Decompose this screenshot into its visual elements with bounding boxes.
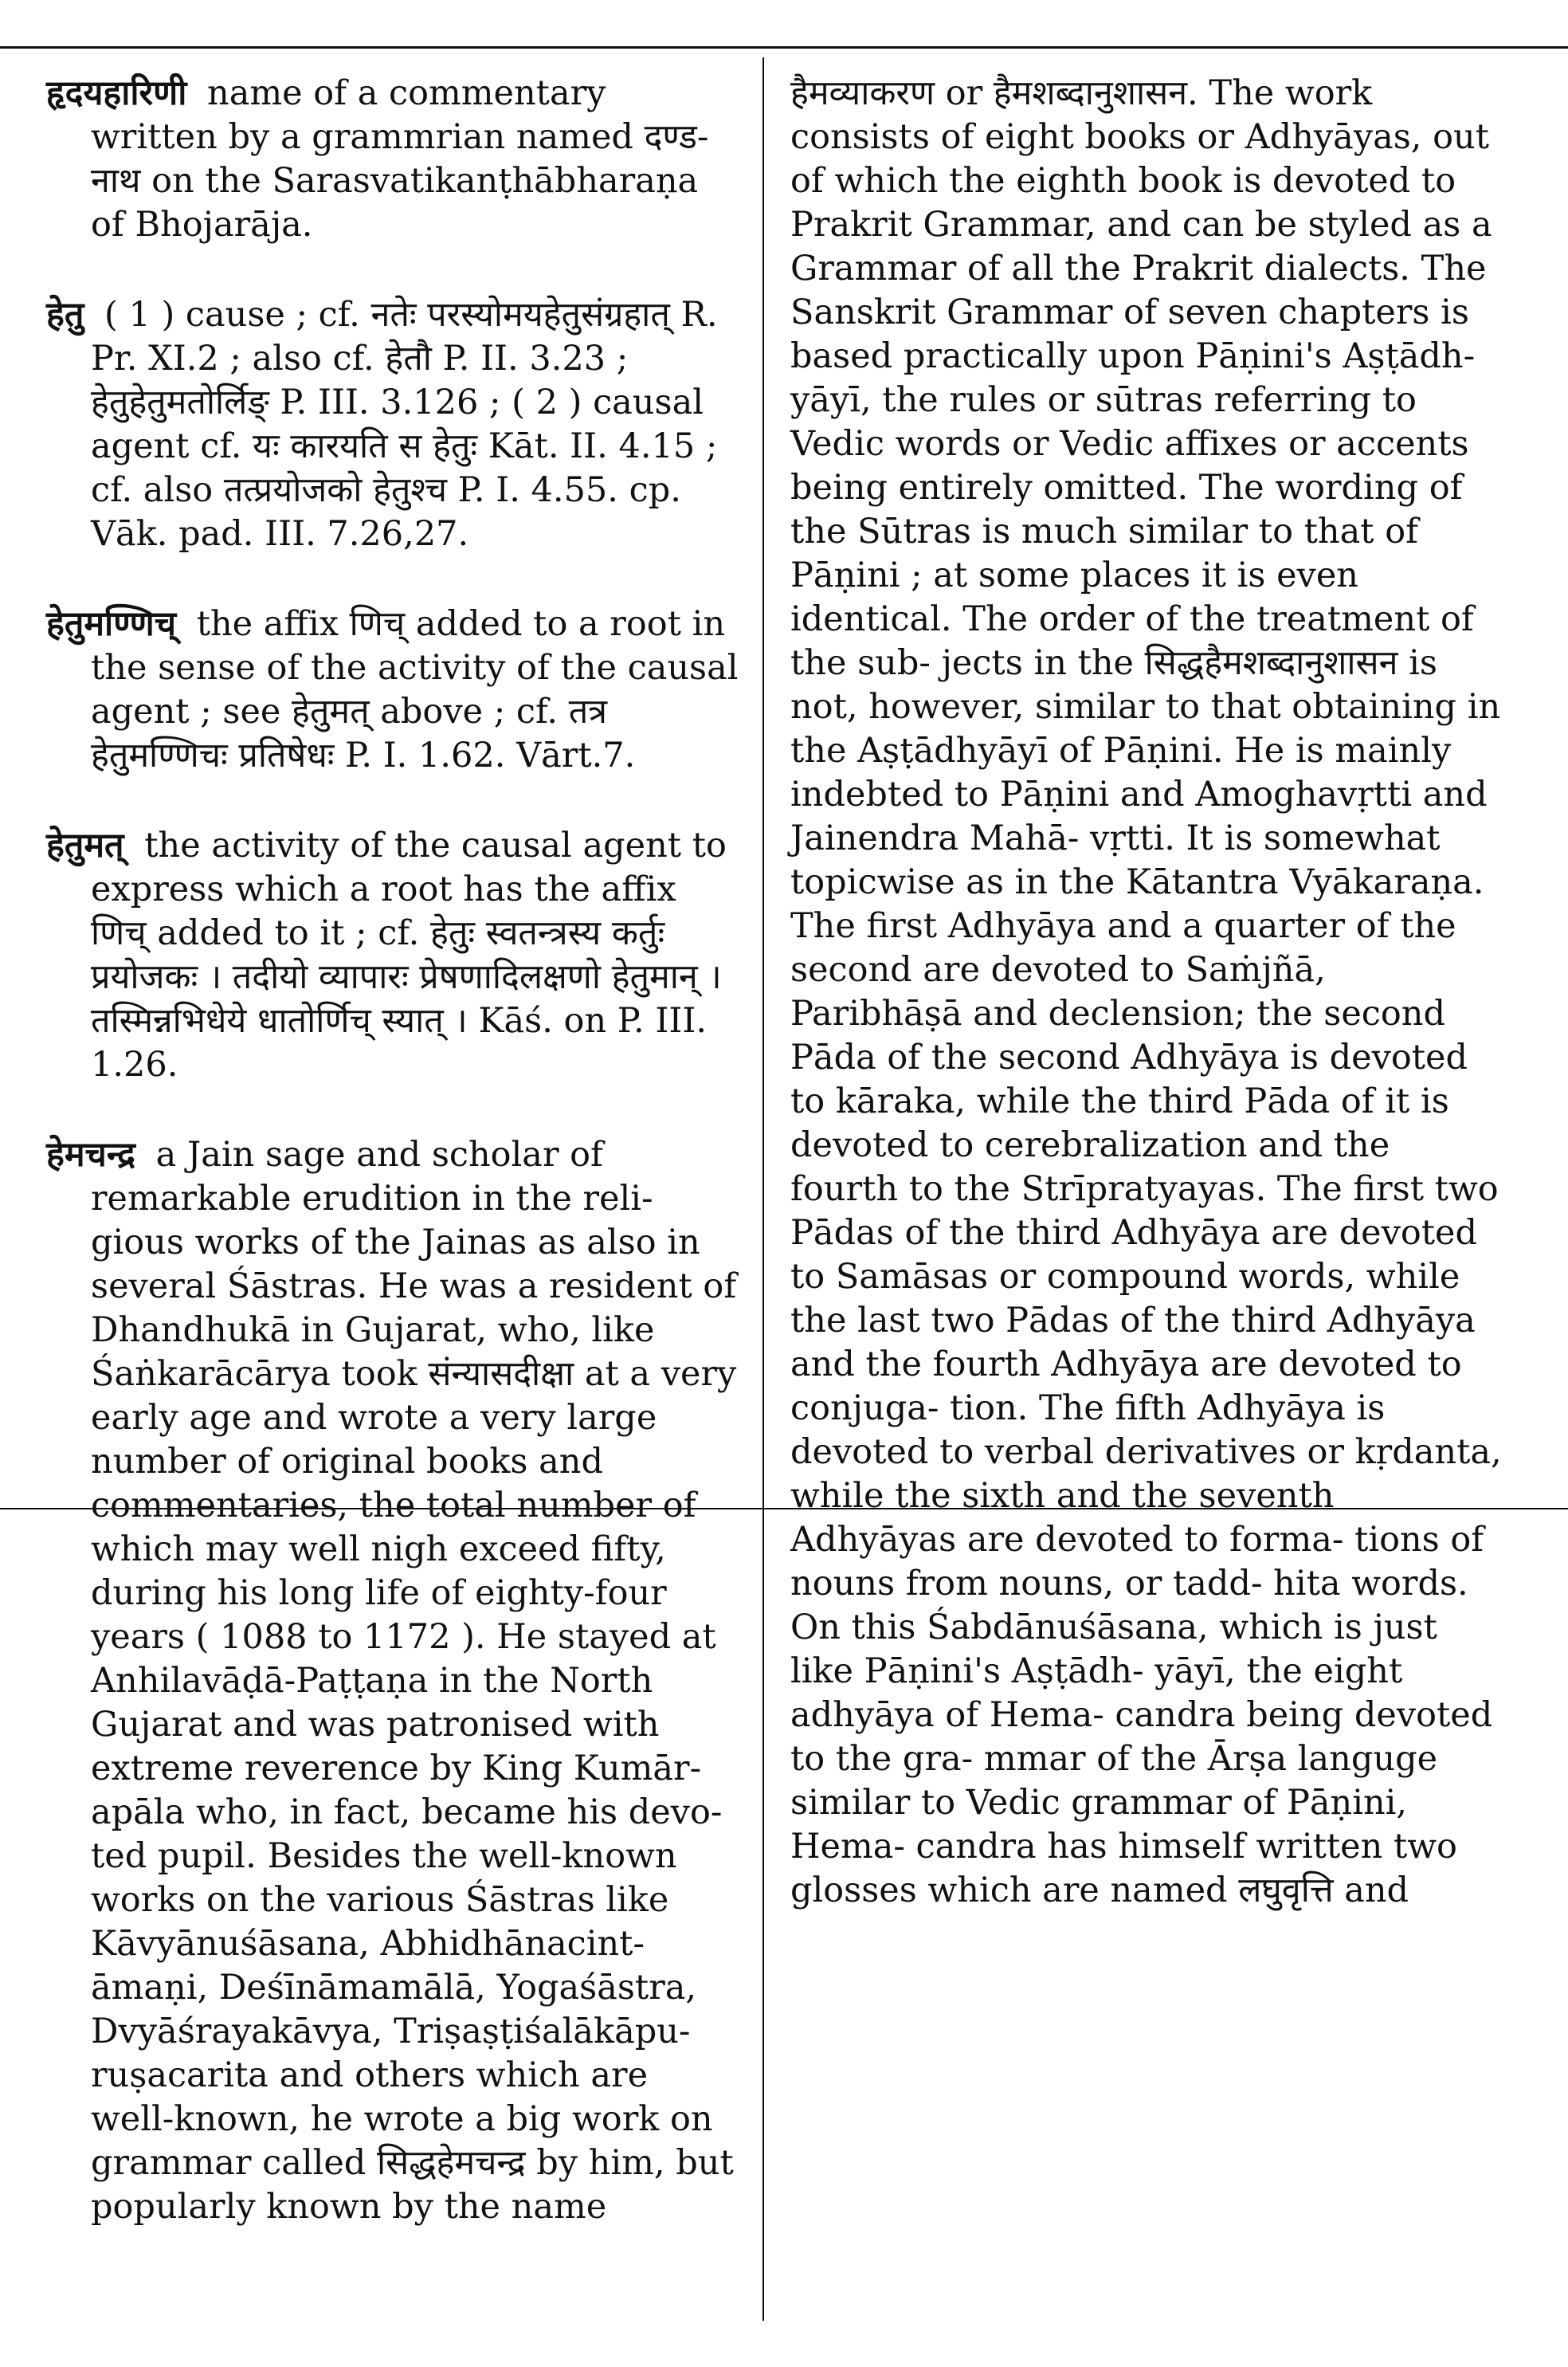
left-column — [46, 72, 741, 2275]
top-rule — [0, 46, 1568, 49]
dictionary-entry — [46, 603, 741, 778]
entry-definition: a Jain sage and scholar of remarkable erudition in the reli- gious works of the Jainas as also in several Śāstras. He was a resident of Dhandhukā in Gujarat, who, like Śaṅkarācārya took संन्यासदीक्षा at a very early age and wrote a very large number of original books and commentaries, the total number of which may well nigh exceed fifty, during his long life of eighty-four years ( 1088 to 1172 ). He stayed at Anhilavāḍā-Paṭṭaṇa in the North Gujarat and was patronised with extreme reverence by King Kumār- apāla who, in fact, became his devo- ted pupil. Besides the well-known works on the various Śāstras like Kāvyānuśāsana, Abhidhānacint- āmaṇi, Deśīnāmamālā, Yogaśāstra, Dvyāśrayakāvya, Triṣaṣṭiśalākāpu- ruṣacarita and others which are well-known, he wrote a big work on grammar called सिद्धहेमचन्द्र by him, but popularly known by the name — [91, 1135, 737, 2227]
entry-definition: ( 1 ) cause ; cf. नतेः परस्योमयहेतुसंग्रहात् R. Pr. XI.2 ; also cf. हेतौ P. II. 3.23 ; हेतुहेतुमतोर्लिङ् P. III. 3.126 ; ( 2 ) causal agent cf. यः कारयति स हेतुः Kāt. II. 4.15 ; cf. also तत्प्रयोजको हेतुश्च P. I. 4.55. cp. Vāk. pad. III. 7.26,27. — [91, 295, 718, 554]
entry-headword: हेमचन्द्र — [46, 1135, 135, 1175]
continuation-paragraph: हैमव्याकरण or हैमशब्दानुशासन. The work consists of eight books or Adhyāyas, out of which the eighth book is devoted to Prakrit Grammar, and can be styled as a Grammar of all the Prakrit dialects. The Sanskrit Grammar of seven chapters is based practically upon Pāṇini's Aṣṭādh- yāyī, the rules or sūtras referring to Vedic words or Vedic affixes or accents being entirely omitted. The wording of the Sūtras is much similar to that of Pāṇini ; at some places it is even identical. The order of the treatment of the sub- jects in the सिद्धहैमशब्दानुशासन is not, however, similar to that obtaining in the Aṣṭādhyāyī of Pāṇini. He is mainly indebted to Pāṇini and Amoghavṛtti and Jainendra Mahā- vṛtti. It is somewhat topicwise as in the Kātantra Vyākaraṇa. The first Adhyāya and a quarter of the second are devoted to Saṁjñā, Paribhāṣā and declension; the second Pāda of the second Adhyāya is devoted to kāraka, while the third Pāda of it is devoted to cerebralization and the fourth to the Strīpratyayas. The first two Pādas of the third Adhyāya are devoted to Samāsas or compound words, while the last two Pādas of the third Adhyāya and the fourth Adhyāya are devoted to conjuga- tion. The fifth Adhyāya is devoted to verbal derivatives or kṛdanta, while the sixth and the seventh Adhyāyas are devoted to forma- tions of nouns from nouns, or tadd- hita words. On this Śabdānuśāsana, which is just like Pāṇini's Aṣṭādh- yāyī, the eight adhyāya of Hema- candra being devoted to the gra- mmar of the Ārṣa languge similar to Vedic grammar of Pāṇini, Hema- candra has himself written two glosses which are named लघुवृत्ति and — [790, 73, 1502, 1910]
dictionary-entry — [46, 293, 741, 556]
entry-headword: हृदयहारिणी — [46, 73, 187, 113]
dictionary-entry — [46, 824, 741, 1087]
entry-definition: the affix णिच् added to a root in the sense of the activity of the causal agent ; see हेतुमत् above ; cf. तत्र हेतुमण्णिचः प्रतिषेधः P. I. 1.62. Vārt.7. — [91, 604, 739, 775]
entry-definition: the activity of the causal agent to express which a root has the affix णिच् added to it ; cf. हेतुः स्वतन्त्रस्य कर्तुः प्रयोजकः । तदीयो व्यापारः प्रेषणादिलक्षणो हेतुमान् । तस्मिन्नभिधेये धातोर्णिच् स्यात् । Kāś. on P. III. 1.26. — [91, 826, 727, 1085]
entry-headword: हेतुमण्णिच् — [46, 604, 177, 644]
right-column — [790, 72, 1507, 1913]
dictionary-entry — [46, 1133, 741, 2229]
entry-definition: name of a commentary written by a grammrian named दण्ड- नाथ on the Sarasvatikanṭhābharaṇa of Bhojarāja. — [91, 73, 709, 245]
dictionary-entry — [46, 72, 741, 247]
entry-headword: हेतुमत् — [46, 826, 124, 866]
column-divider — [762, 57, 764, 2321]
entry-headword: हेतु — [46, 295, 84, 335]
